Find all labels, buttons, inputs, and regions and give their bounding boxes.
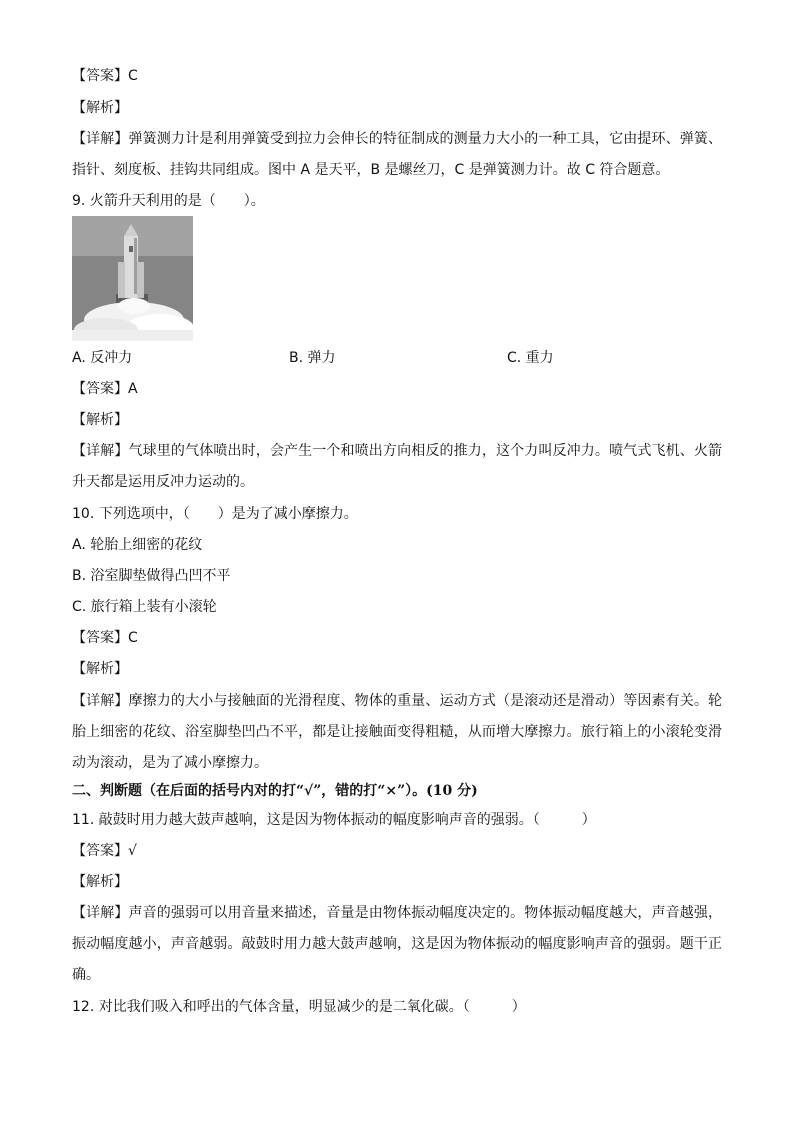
q9-option-b: B. 弹力 [289, 350, 336, 366]
q10-option-a: A. 轮胎上细密的花纹 [72, 537, 203, 553]
rocket-launch-photo [72, 216, 193, 341]
q11-question: 11. 敲鼓时用力越大鼓声越响，这是因为物体振动的幅度影响声音的强弱。（ ） [72, 812, 596, 828]
q12-question: 12. 对比我们吸入和呼出的气体含量，明显减少的是二氧化碳。（ ） [72, 999, 526, 1015]
q10-detail: 【详解】摩擦力的大小与接触面的光滑程度、物体的重量、运动方式（是滚动还是滑动）等因素有关。轮胎上细密的花纹、浴室脚垫凹凸不平，都是让接触面变得粗糙，从而增大摩擦力。旅行箱上的小滚轮变滑动为滚动，是为了减小摩擦力。 [72, 693, 722, 771]
q9-option-a: A. 反冲力 [72, 350, 133, 366]
q8-analysis-label: 【解析】 [72, 100, 128, 116]
q11-analysis-label: 【解析】 [72, 874, 128, 890]
q11-detail: 【详解】声音的强弱可以用音量来描述，音量是由物体振动幅度决定的。物体振动幅度越大，声音越强，振动幅度越小，声音越弱。敲鼓时用力越大鼓声越响，这是因为物体振动的幅度影响声音的强弱。题干正确。 [72, 905, 722, 983]
q10-option-b: B. 浴室脚垫做得凸凹不平 [72, 568, 231, 584]
q11-answer: 【答案】√ [72, 843, 137, 859]
q10-analysis-label: 【解析】 [72, 661, 128, 677]
q9-answer: 【答案】A [72, 381, 138, 397]
q10-answer: 【答案】C [72, 630, 138, 646]
q8-answer: 【答案】C [72, 68, 138, 84]
q9-question: 9. 火箭升天利用的是（ ）。 [72, 193, 265, 209]
q9-analysis-label: 【解析】 [72, 412, 128, 428]
q10-question: 10. 下列选项中，（ ）是为了减小摩擦力。 [72, 506, 358, 522]
section-heading: 二、判断题（在后面的括号内对的打“√”，错的打“×”）。(10 分) [72, 783, 478, 799]
q9-option-c: C. 重力 [507, 350, 554, 366]
q9-detail: 【详解】气球里的气体喷出时，会产生一个和喷出方向相反的推力，这个力叫反冲力。喷气式飞机、火箭升天都是运用反冲力运动的。 [72, 443, 722, 490]
q10-option-c: C. 旅行箱上装有小滚轮 [72, 599, 217, 615]
q8-detail: 【详解】弹簧测力计是利用弹簧受到拉力会伸长的特征制成的测量力大小的一种工具，它由提环、弹簧、指针、刻度板、挂钩共同组成。图中 A 是天平，B 是螺丝刀，C 是弹簧测力计。故 C 符合题意。 [72, 131, 722, 178]
